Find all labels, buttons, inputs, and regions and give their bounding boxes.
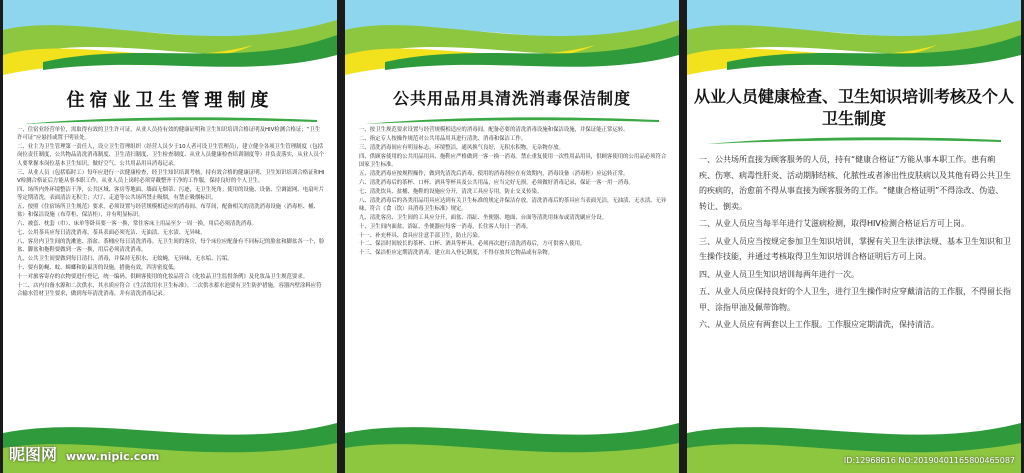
rule-item: 一、住宿业经营单位，需取得有效的卫生许可证，从业人员持有效的健康证明和卫生知识培训合格证明及HIV检测合格证；“卫生许可证”应悬挂或置于明显处。 <box>17 127 321 142</box>
rule-item: 九、清洗客房、卫生间的工具应分开，面盆、浴缸、坐便器、地面、台面等清洗用抹布或清洗刷应分设。 <box>359 214 607 221</box>
board-title: 从业人员健康检查、卫生知识培训考核及个人卫生制度 <box>693 87 1014 128</box>
rule-item: 九、公共卫生间要做到每日清扫、消毒，并保持无积水、无蚊蝇，无异味，无水垢、污垢。 <box>17 256 233 263</box>
rule-item: 二、指定专人按操作规范对公共用品用具进行清洗、消毒和保洁工作。 <box>359 135 527 142</box>
rule-item: 六、被套、枕套（巾）、床单等卧具要一客一换，常住客床上用品至少一周一换，用后必须清洗消毒。 <box>17 221 257 228</box>
rule-item: 五、按照《住宿场所卫生规范》要求，必须设置与经营规模相适应的消毒间、布草间，配备相关的清洗消毒设施（消毒柜、桶、盆）和保洁设施（布草柜、保洁柜），并有明显标识。 <box>17 204 319 219</box>
board-title: 公共用品用具清洗消毒保洁制度 <box>392 89 631 108</box>
rule-item: 十一对旅客寄存的衣物要进行登记，统一编码。供顾客使用的化妆品符合《化妆品卫生监督条例》及化妆品卫生规范要求。 <box>17 273 309 280</box>
rule-item: 五、清洗消毒应按规程操作，做到先清洗后消毒，使用的消毒剂应在有效期内，消毒设备（消毒柜）应运转正常。 <box>359 170 629 177</box>
rule-item: 四、场所内外环境整洁干净，公共区域、客房等地面、墙面无烟蒂、污迹，无卫生死角；使用的设施、设备、空调滤网、电扇叶片等定期清洗，表面清洁无积尘；大厅、走道等公共场所禁止吸烟，有禁止吸烟标识。 <box>17 186 325 202</box>
top-wave-decoration <box>687 0 1021 80</box>
rule-item: 六、清洗消毒后的茶杯、口杯、酒具等杯具及公共用品，应当完好无损，必须做好消毒记录，保证一客一用一消毒。 <box>359 179 634 186</box>
rule-item: 十一、补充杯具、食具应注意手部卫生，防止污染。 <box>359 232 483 239</box>
rule-item: 四、供顾客使用的公共用品用具、拖鞋应严格做到一客一换一消毒。禁止重复使用一次性用品用具，供顾客使用的公用品必须符合国家卫生标准。 <box>359 153 667 168</box>
image-id-stamp: ID:12968616 NO:20190401165800465087 <box>843 456 1015 465</box>
rule-item: 十、卫生间内面盆、浴缸、坐便器应每客一消毒，长住客人每日一消毒。 <box>359 223 532 230</box>
board-title: 住宿业卫生管理制度 <box>66 90 274 111</box>
poster-board-3 <box>687 0 1021 473</box>
poster-board-1 <box>3 0 337 473</box>
rule-item: 三、清洗消毒间应有明显标志，环境整洁，通风换气良好，无积水积物，无杂物存放。 <box>359 144 564 151</box>
rule-item: 八、客房内卫生间的洗漱池、浴盆、茶桶应每日清洗消毒。无卫生间的客房，每个床位应配备有不同标记的脸盆和脚盆各一个，脸盆、脚盆和拖鞋要做到一客一换，用后必须清洗消毒。 <box>17 239 325 254</box>
title-divider <box>707 136 1001 144</box>
rule-item: 二、从业人员应当每半年进行艾滋病检测，取得HIV检测合格证后方可上岗。 <box>699 219 969 228</box>
rule-item: 八、清洗消毒后的各类用品用具应达到有关卫生标准的规定并保洁存放。清洗消毒后的茶具应当表面光洁，无油渍、无水渍、无异味，符合《食（饮）具消毒卫生标准》规定。 <box>359 197 667 212</box>
rule-item: 十三、保洁柜应定期清洗消毒，建立出入登记制度，不得存放其它物品或有杂物。 <box>359 250 554 257</box>
bottom-wave-decoration <box>345 413 679 473</box>
watermark-url: www.nipic.com <box>65 450 160 463</box>
rules-list <box>359 126 667 258</box>
rule-item: 二、业主为卫生管理第一责任人，设立卫生管理组织（经营人员少于10人者可设卫生管理员），建立健全各项卫生管理制度（包括岗位责任制度，公共物品清洗消毒制度、卫生清扫制度、卫生检查制度、从业人员健康检查培训制度等）并负责落实，从业人员个人要掌握本岗位基本卫生知识，做好空气、公共用品用具消毒记录。 <box>17 144 325 167</box>
top-wave-decoration <box>3 0 337 80</box>
watermark-logo: 昵图网 <box>9 445 58 464</box>
rule-item: 三、从业人员（包括临时工）每年应进行一次健康检查，经卫生知识培训考核，持有效合格的健康证明、卫生知识培训合格证和HIV检测合格证后方能从事本职工作。从业人员上岗时必须穿戴整齐干净的工作服，保持良好的个人卫生。 <box>17 169 325 184</box>
rule-item: 六、从业人员应有两套以上工作服。工作服应定期清洗，保持清洁。 <box>699 320 939 329</box>
rule-item: 三、从业人员应当按规定参加卫生知识培训，掌握有关卫生法律法规、基本卫生知识和卫生操作技能，并通过考核取得卫生知识培训合格证明后方可上岗。 <box>699 236 1011 261</box>
rule-item: 一、按卫生规范要求设置与经营规模相适应的消毒间，配备必要的清洗消毒设施和保洁设施，并保证能正常运转。 <box>359 127 629 133</box>
rule-item: 七、清洗饮具、盆桶、拖鞋的设施应分开，清洗工具应专用，防止交叉传染。 <box>359 188 543 195</box>
title-divider <box>365 116 659 124</box>
rule-item: 十二、保洁时间较长的茶杯、口杯、酒具等杯具，必须再次进行清洗消毒后，方可供客人使用。 <box>359 241 586 248</box>
rule-item: 十二、店内自备水源和二次供水，其水质应符合《生活饮用水卫生标准》。二次供水蓄水池要有卫生防护措施，容器内壁涂料应符合输水管材卫生要求，做到每年清洗消毒，并有清洗消毒记录。 <box>17 282 322 298</box>
rules-list <box>17 126 325 299</box>
top-wave-decoration <box>345 0 679 80</box>
rule-item: 十、要有防蝇、蚊、蟑螂和防鼠害的设施，措施有效，四害密度低。 <box>17 265 179 272</box>
poster-board-2 <box>345 0 679 473</box>
title-divider <box>23 116 317 124</box>
rule-item: 五、从业人员应保持良好的个人卫生，进行卫生操作时应穿戴清洁的工作服，不得留长指甲、涂指甲油及佩带饰物。 <box>699 287 1011 312</box>
rules-list <box>699 152 1011 335</box>
rule-item: 七、公用茶具应每日清洗消毒，茶具表面必须光洁、无油渍、无水渍、无异味。 <box>17 230 206 237</box>
watermark <box>9 442 159 465</box>
rule-item: 四、从业人员卫生知识培训每两年进行一次。 <box>699 269 859 279</box>
rule-item: 一、公共场所直接为顾客服务的人员，持有“健康合格证”方能从事本职工作。患有痢疾、伤寒、病毒性肝炎、活动期肺结核、化脓性或者渗出性皮肤病以及其他有碍公共卫生的疾病的，治愈前不得从事直接为顾客服务的工作。“健康合格证明”不得涂改、伪造、转让、倒卖。 <box>699 155 1011 211</box>
